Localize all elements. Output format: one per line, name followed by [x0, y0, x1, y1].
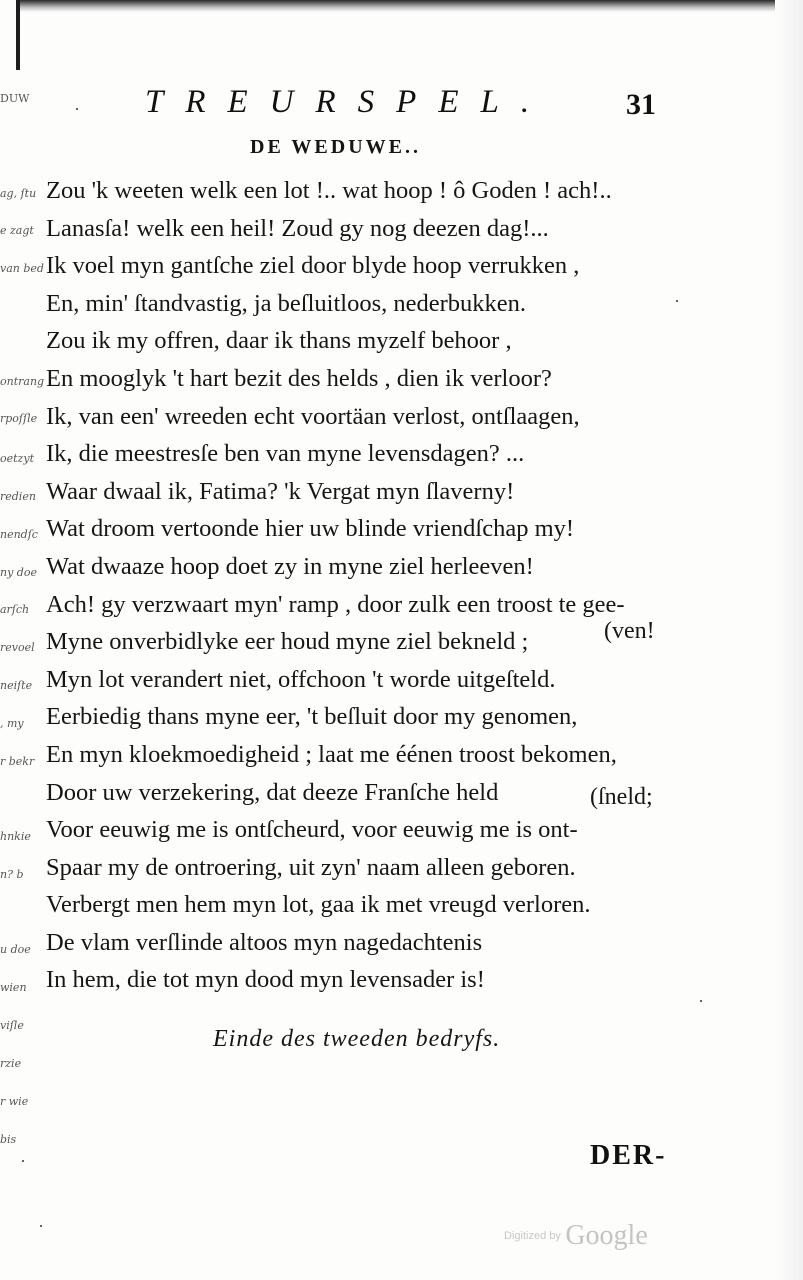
margin-fragment: ontrang [0, 375, 45, 388]
verse-line: Zou ik my offren, daar ik thans myzelf behoor , [46, 327, 512, 355]
ink-dot [676, 300, 678, 302]
margin-fragment: neiſte [0, 679, 33, 692]
ink-dot [76, 108, 78, 110]
margin-fragment: viſle [0, 1019, 24, 1032]
verse-line: In hem, die tot myn dood myn levensader is! [46, 966, 485, 994]
margin-fragment: ag, ſtu [0, 187, 37, 200]
margin-fragment: hnkie [0, 830, 31, 843]
verse-line: Waar dwaal ik, Fatima? 'k Vergat myn ſlaverny! [46, 477, 515, 505]
verse-line: De vlam verſlinde altoos myn nagedachtenis [46, 928, 483, 956]
verse-line: Myn lot verandert niet, offchoon 't worde uitgeſteld. [46, 665, 556, 693]
margin-fragment: nendſc [0, 528, 38, 541]
verse-line: Ik voel myn gantſche ziel door blyde hoop verrukken , [46, 252, 580, 280]
verse-line: Lanasſa! welk een heil! Zoud gy nog deezen dag!... [46, 214, 549, 242]
margin-fragment: wien [0, 981, 27, 994]
verse-line: Wat droom vertoonde hier uw blinde vriendſchap my! [46, 515, 575, 543]
google-logo: Google [565, 1220, 648, 1251]
watermark-digitized-text: Digitized by [504, 1230, 561, 1242]
verse-line: Myne onverbidlyke eer houd myne ziel bekneld ; [46, 628, 529, 656]
verse-line: Door uw verzekering, dat deeze Franſche held [46, 778, 499, 806]
verse-block [46, 172, 706, 999]
margin-fragment: bis [0, 1133, 17, 1146]
turnover-ven: (ven! [604, 618, 655, 644]
margin-fragment: DUW [0, 92, 30, 105]
margin-fragment: rpoſſle [0, 412, 38, 425]
digitization-watermark [504, 1220, 648, 1252]
turnover-sneld: (ſneld; [590, 784, 653, 810]
verse-line: Ach! gy verzwaart myn' ramp , door zulk een troost te gee- [46, 590, 625, 618]
margin-fragment: , my [0, 717, 24, 730]
verse-line: Verbergt men hem myn lot, gaa ik met vreugd verloren. [46, 891, 591, 919]
scan-right-shadow [775, 0, 803, 1280]
verse-line: Eerbiedig thans myne eer, 't beſluit door my genomen, [46, 703, 578, 731]
verse-line: Wat dwaaze hoop doet zy in myne ziel herleeven! [46, 552, 534, 580]
ink-dot [40, 1225, 42, 1227]
scan-top-edge [18, 0, 803, 12]
margin-fragment: arſch [0, 603, 30, 616]
scan-left-edge [16, 0, 20, 70]
verse-line: Ik, van een' wreeden echt voortäan verlost, ontſlaagen, [46, 402, 580, 430]
margin-fragment: revoel [0, 641, 35, 654]
speaker-heading: DE WEDUWE.. [250, 136, 421, 158]
margin-fragment: rzie [0, 1057, 22, 1070]
running-head: TREURSPEL. [145, 84, 552, 120]
page-number: 31 [626, 88, 656, 121]
margin-fragment: redien [0, 490, 36, 503]
margin-fragment: ny doe [0, 566, 37, 579]
verse-line: Ik, die meestresſe ben van myne levensdagen? ... [46, 440, 525, 468]
verse-line: Zou 'k weeten welk een lot !.. wat hoop ! ô Goden ! ach!.. [46, 177, 612, 204]
verse-line: Spaar my de ontroering, uit zyn' naam alleen geboren. [46, 853, 576, 881]
margin-fragment: oetzyt [0, 452, 34, 465]
verse-line: En myn kloekmoedigheid ; laat me éénen troost bekomen, [46, 740, 617, 768]
verse-line: Voor eeuwig me is ontſcheurd, voor eeuwig me is ont- [46, 816, 578, 844]
margin-fragment: e zagt [0, 224, 34, 237]
margin-fragment: r bekr [0, 755, 35, 768]
margin-fragment: van bed [0, 262, 44, 275]
act-end-line: Einde des tweeden bedryfs. [213, 1026, 501, 1052]
ink-dot [22, 1160, 24, 1162]
margin-fragment: r wie [0, 1095, 29, 1108]
catchword: DER- [590, 1140, 667, 1171]
verse-line: En mooglyk 't hart bezit des helds , dien ik verloor? [46, 364, 552, 392]
ink-dot [700, 1000, 702, 1002]
margin-fragment: u doe [0, 943, 31, 956]
verse-line: En, min' ſtandvastig, ja beſluitloos, nederbukken. [46, 289, 527, 317]
margin-fragment: n? b [0, 868, 24, 881]
